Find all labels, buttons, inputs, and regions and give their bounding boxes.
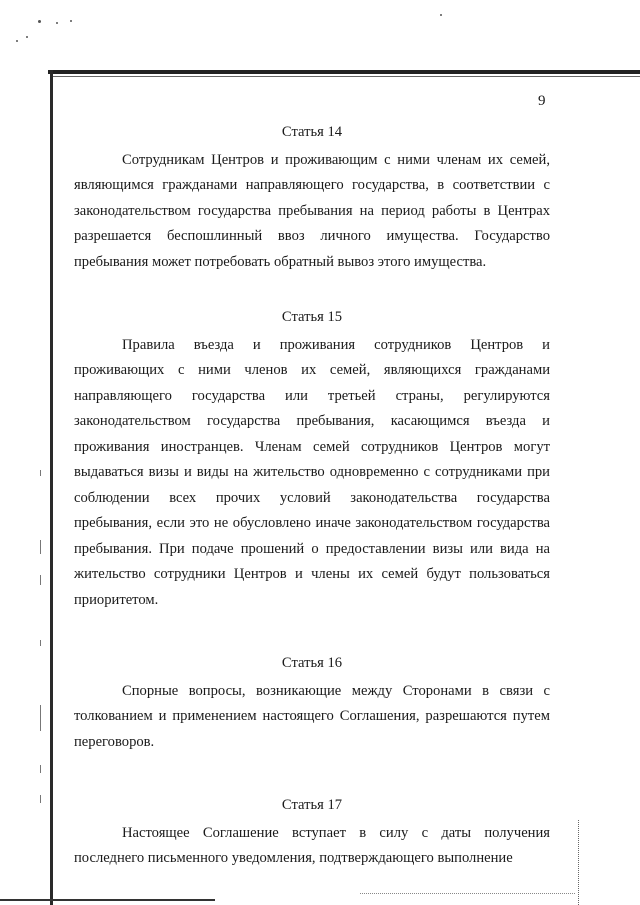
frame-top-border — [48, 70, 640, 74]
article-text: Сотрудникам Центров и проживающим с ними членам их семей, являющимся гражданами направляющего государства, в соответствии с законодательством государства пребывания на период работы в Центрах разрешается беспошлинный ввоз личного имущества. Государство пребывания может потребовать обратный вывоз этого имущества. — [74, 151, 550, 270]
article-17 — [74, 793, 550, 872]
article-text: Правила въезда и проживания сотрудников Центров и проживающих с ними членов их семей, являющихся гражданами направляющего государства или третьей страны, регулируются законодательством государства пребывания, касающимся въезда и проживания иностранцев. Членам семей сотрудников Центров могут выдаваться визы и виды на жительство одновременно с сотрудниками при соблюдении всех прочих условий законодательства государства пребывания, если это не обусловлено иначе законодательством государства пребывания. При подаче прошений о предоставлении визы или вида на жительство сотрудники Центров и члены их семей будут пользоваться приоритетом. — [74, 336, 550, 608]
frame-top-inner-border — [52, 76, 640, 77]
article-title: Статья 14 — [281, 124, 343, 140]
page-number: 9 — [538, 93, 546, 109]
frame-bottom-border — [0, 899, 215, 901]
article-text: Спорные вопросы, возникающие между Сторонами в связи с толкованием и применением настоящего Соглашения, разрешаются путем переговоров. — [74, 682, 550, 750]
article-15 — [74, 305, 550, 613]
document-body — [74, 120, 550, 872]
article-title: Статья 16 — [281, 655, 343, 671]
frame-right-dotted-edge — [578, 820, 580, 905]
article-title: Статья 17 — [281, 797, 343, 813]
frame-left-border — [50, 70, 53, 905]
article-14 — [74, 120, 550, 275]
article-title: Статья 15 — [281, 309, 343, 325]
article-16 — [74, 651, 550, 755]
bottom-dotted-edge — [360, 893, 575, 895]
article-text: Настоящее Соглашение вступает в силу с даты получения последнего письменного уведомления, подтверждающего выполнение — [74, 824, 550, 866]
